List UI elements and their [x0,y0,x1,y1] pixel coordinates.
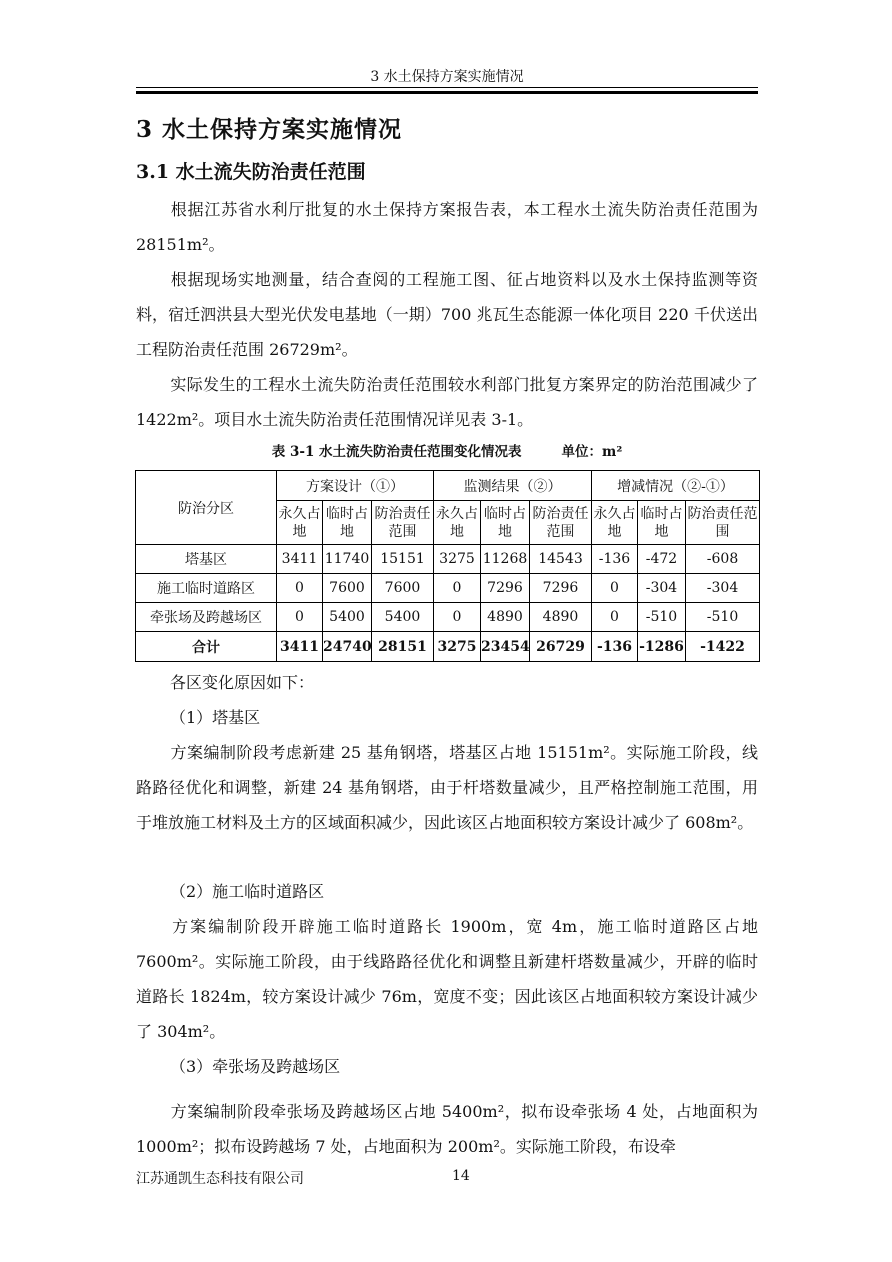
value-cell: 0 [592,603,638,632]
value-cell: 11740 [323,545,372,574]
table-row [136,603,760,632]
value-cell: 0 [277,603,323,632]
total-cell: 3275 [434,632,481,662]
total-cell: -136 [592,632,638,662]
zone-cell: 牵张场及跨越场区 [136,603,277,632]
paragraph-9: （3）牵张场及跨越场区 [170,1057,341,1076]
sub-header: 临时占地 [638,501,686,545]
table-caption: 表 3-1 水土流失防治责任范围变化情况表 单位：m² [271,444,623,460]
value-cell: 14543 [530,545,592,574]
value-cell: 4890 [481,603,530,632]
zone-header: 防治分区 [136,471,277,545]
value-cell: -304 [686,574,760,603]
value-cell: 7296 [481,574,530,603]
paragraph-3: 实际发生的工程水土流失防治责任范围较水利部门批复方案界定的防治范围减少了 1422m²。项目水土流失防治责任范围情况详见表 3-1。 [136,375,758,429]
total-cell: -1422 [686,632,760,662]
value-cell: 0 [434,603,481,632]
sub-header: 永久占地 [434,501,481,545]
paragraph-10: 方案编制阶段牵张场及跨越场区占地 5400m²，拟布设牵张场 4 处，占地面积为 1000m²；拟布设跨越场 7 处，占地面积为 200m²。实际施工阶段，布设牵 [136,1102,758,1156]
header-rule-thin [136,87,758,88]
value-cell: 0 [434,574,481,603]
value-cell: -510 [638,603,686,632]
value-cell: 0 [592,574,638,603]
total-cell: 28151 [372,632,434,662]
value-cell: -472 [638,545,686,574]
page-number: 14 [452,1168,470,1184]
total-cell: 26729 [530,632,592,662]
section-heading: 3 水土保持方案实施情况 [136,116,403,143]
paragraph-1: 根据江苏省水利厅批复的水土保持方案报告表，本工程水土流失防治责任范围为 28151m²。 [136,200,758,254]
sub-header: 防治责任范围 [686,501,760,545]
sub-header: 永久占地 [592,501,638,545]
paragraph-7: （2）施工临时道路区 [170,882,325,901]
value-cell: 7600 [323,574,372,603]
zone-cell: 塔基区 [136,545,277,574]
group-header-plan: 方案设计（①） [277,471,434,501]
value-cell: 4890 [530,603,592,632]
table-row [136,574,760,603]
value-cell: 5400 [323,603,372,632]
sub-header: 防治责任范围 [530,501,592,545]
group-header-monitor: 监测结果（②） [434,471,592,501]
zone-cell: 施工临时道路区 [136,574,277,603]
value-cell: -136 [592,545,638,574]
value-cell: -608 [686,545,760,574]
value-cell: -510 [686,603,760,632]
total-cell: 23454 [481,632,530,662]
value-cell: 11268 [481,545,530,574]
running-header: 3 水土保持方案实施情况 [370,69,524,85]
table-row [136,545,760,574]
value-cell: 3275 [434,545,481,574]
group-header-change: 增减情况（②-①） [592,471,760,501]
value-cell: -304 [638,574,686,603]
paragraph-6: 方案编制阶段考虑新建 25 基角钢塔，塔基区占地 15151m²。实际施工阶段，线路路径优化和调整，新建 24 基角钢塔，由于杆塔数量减少，且严格控制施工范围，用于堆放施工材料及土方的区域面积减少，因此该区占地面积较方案设计减少了 608m²。 [136,743,758,832]
paragraph-2: 根据现场实地测量，结合查阅的工程施工图、征占地资料以及水土保持监测等资料，宿迁泗洪县大型光伏发电基地（一期）700 兆瓦生态能源一体化项目 220 千伏送出工程防治责任范围 26729m²。 [136,270,758,359]
sub-header: 永久占地 [277,501,323,545]
value-cell: 5400 [372,603,434,632]
subsection-heading: 3.1 水土流失防治责任范围 [136,161,366,183]
sub-header: 临时占地 [323,501,372,545]
total-cell: -1286 [638,632,686,662]
value-cell: 3411 [277,545,323,574]
value-cell: 15151 [372,545,434,574]
paragraph-5: （1）塔基区 [170,708,261,727]
table-total-row [136,632,760,662]
sub-header: 防治责任范围 [372,501,434,545]
total-cell: 24740 [323,632,372,662]
total-label: 合计 [136,632,277,662]
total-cell: 3411 [277,632,323,662]
header-rule-thick [136,91,758,94]
paragraph-8: 方案编制阶段开辟施工临时道路长 1900m，宽 4m，施工临时道路区占地 7600m²。实际施工阶段，由于线路路径优化和调整且新建杆塔数量减少，开辟的临时道路长 1824m，较方案设计减少 76m，宽度不变；因此该区占地面积较方案设计减少了 304m²。 [136,917,758,1041]
paragraph-4: 各区变化原因如下： [170,673,315,692]
responsibility-table [135,470,760,662]
value-cell: 0 [277,574,323,603]
sub-header: 临时占地 [481,501,530,545]
footer-company: 江苏通凯生态科技有限公司 [136,1171,304,1187]
value-cell: 7600 [372,574,434,603]
table-unit: 单位：m² [561,444,623,460]
value-cell: 7296 [530,574,592,603]
